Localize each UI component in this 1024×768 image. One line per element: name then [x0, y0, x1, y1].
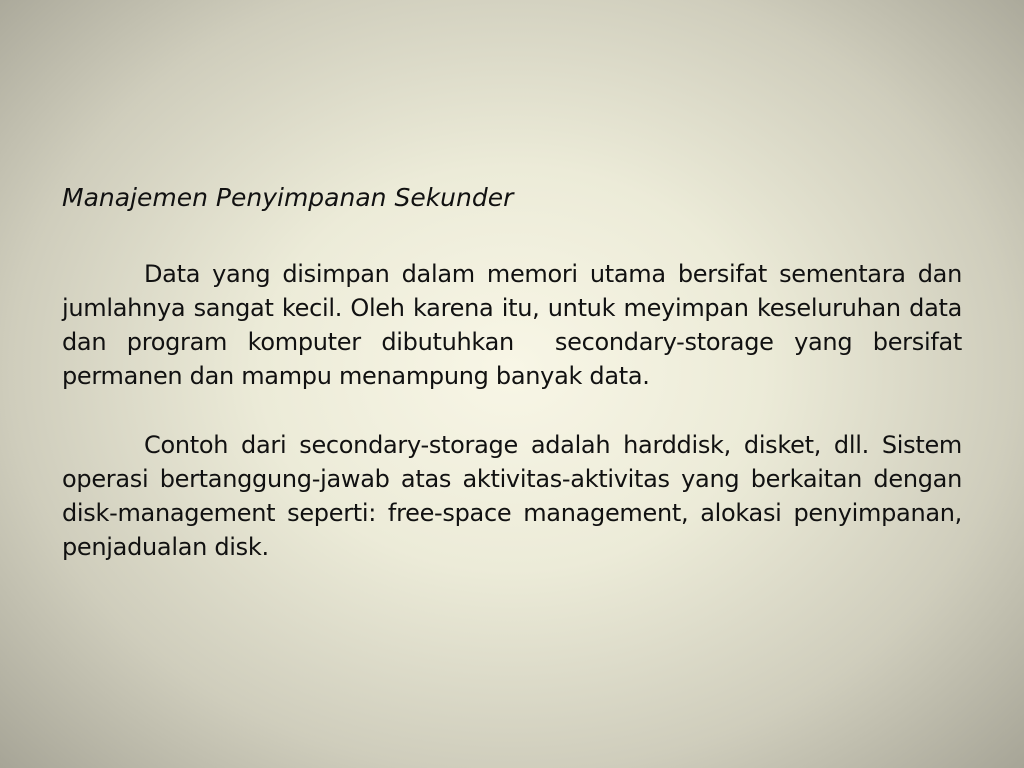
slide-title: Manajemen Penyimpanan Sekunder [62, 183, 514, 212]
slide-content [62, 180, 977, 599]
paragraph-secondary-storage-examples: Contoh dari secondary-storage adalah harddisk, disket, dll. Sistem operasi bertanggung-jawab atas aktivitas-aktivitas yang berkaitan dengan disk-management seperti: free-space management, alokasi penyimpanan, penjadualan disk. [62, 431, 977, 561]
paragraph-primary-memory: Data yang disimpan dalam memori utama bersifat sementara dan jumlahnya sangat kecil. Oleh karena itu, untuk meyimpan keseluruhan data dan program komputer dibutuhkan secondary-storage yang bersifat permanen dan mampu menampung banyak data. [62, 260, 970, 390]
